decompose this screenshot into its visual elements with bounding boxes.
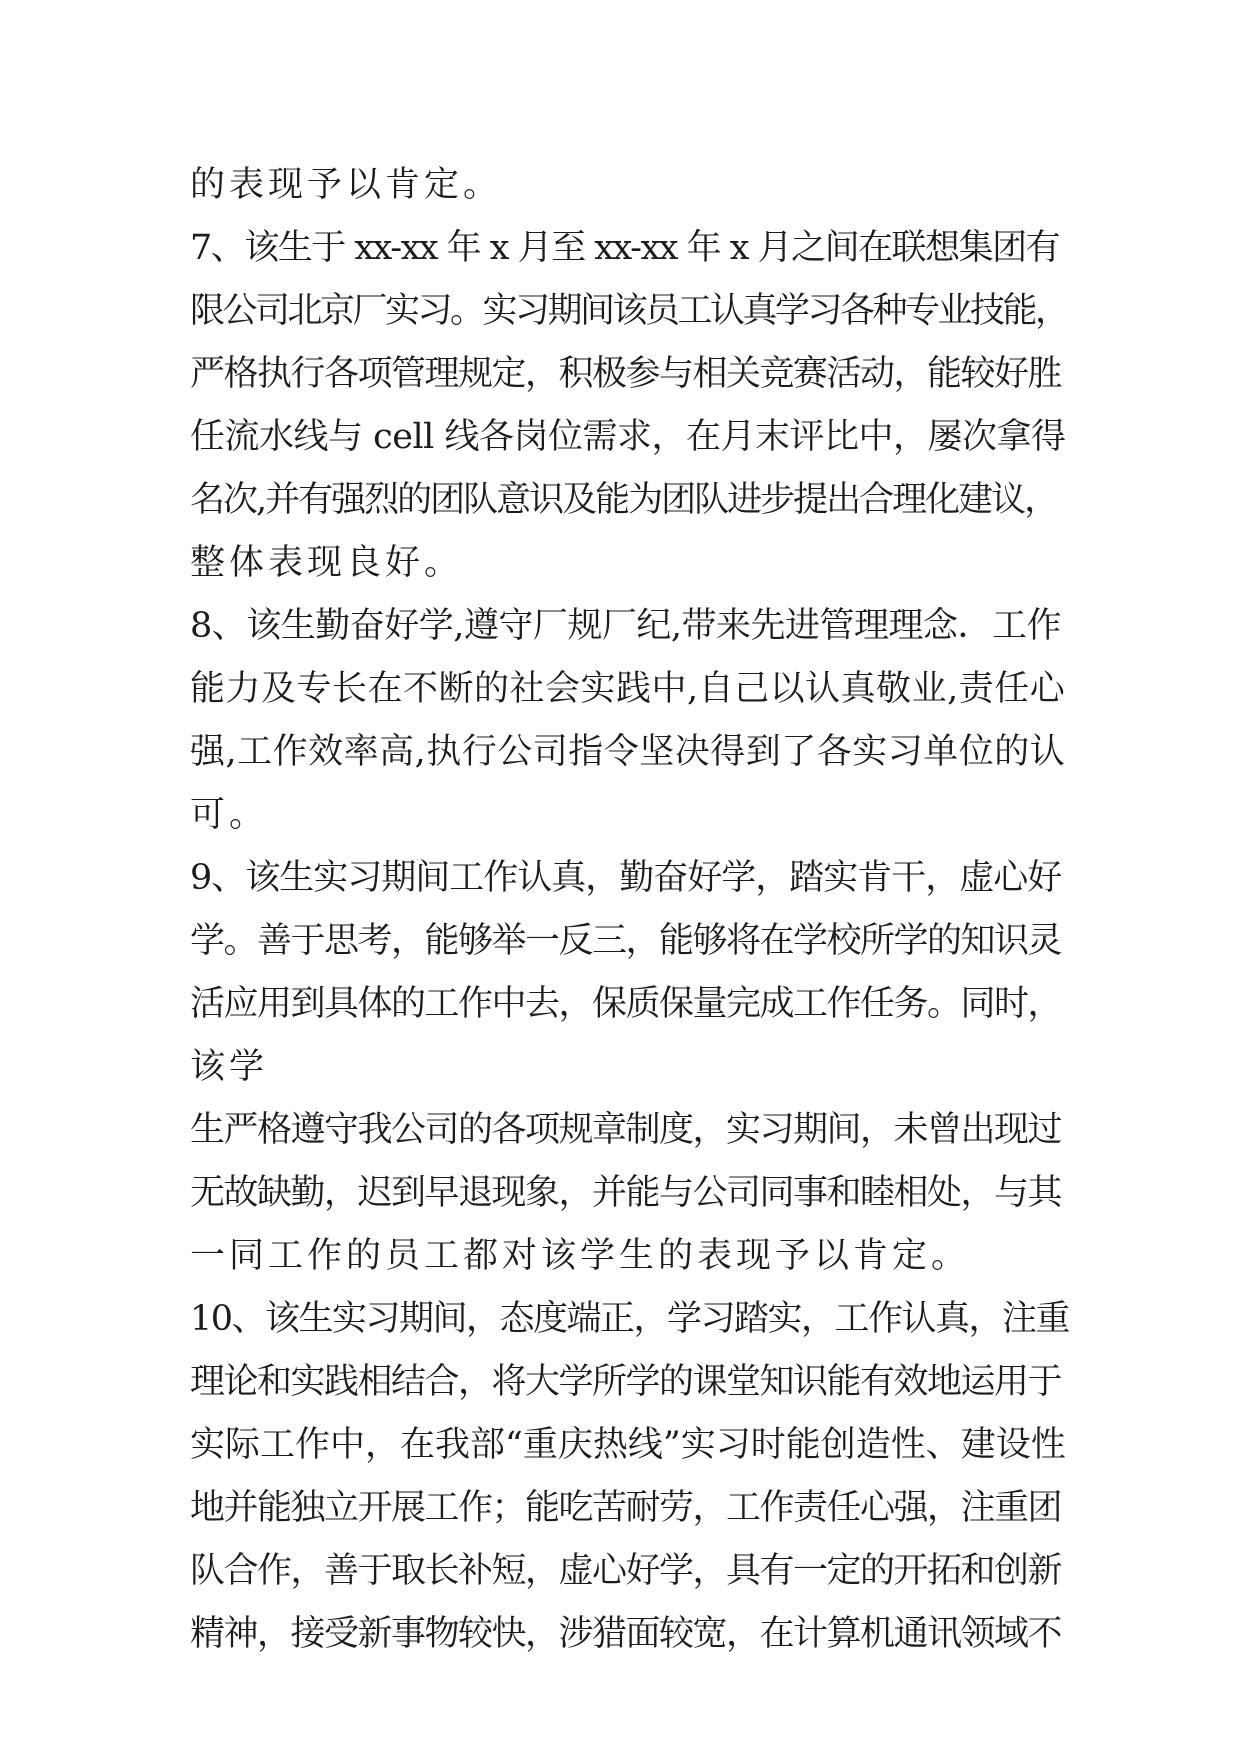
- text-line: 队合作，善于取长补短，虚心好学，具有一定的开拓和创新: [190, 1551, 1062, 1591]
- text-line: 生严格遵守我公司的各项规章制度，实习期间，未曾出现过: [190, 1110, 1062, 1150]
- text-line: 强,工作效率高,执行公司指令坚决得到了各实习单位的认: [190, 732, 1066, 772]
- text-line: 实际工作中，在我部“重庆热线”实习时能创造性、建设性: [190, 1425, 1066, 1465]
- text-line: 9、该生实习期间工作认真，勤奋好学，踏实肯干，虚心好: [190, 858, 1062, 898]
- text-line: 可。: [190, 795, 269, 835]
- text-line: 7、该生于 xx-xx 年 x 月至 xx-xx 年 x 月之间在联想集团有: [190, 228, 1060, 268]
- text-line: 严格执行各项管理规定，积极参与相关竞赛活动，能较好胜: [190, 354, 1062, 394]
- text-line: 地并能独立开展工作；能吃苦耐劳，工作责任心强，注重团: [190, 1488, 1062, 1528]
- text-line: 精神，接受新事物较快，涉猎面较宽，在计算机通讯领域不: [190, 1614, 1062, 1654]
- text-line: 该学: [190, 1047, 269, 1087]
- text-line: 整体表现良好。: [190, 543, 464, 583]
- text-line: 一同工作的员工都对该学生的表现予以肯定。: [190, 1236, 971, 1276]
- text-line: 能力及专长在不断的社会实践中,自己以认真敬业,责任心: [190, 669, 1066, 709]
- text-line: 10、该生实习期间，态度端正，学习踏实，工作认真，注重: [190, 1299, 1070, 1339]
- text-line: 学。善于思考，能够举一反三，能够将在学校所学的知识灵: [190, 921, 1062, 961]
- text-line: 的表现予以肯定。: [190, 165, 503, 205]
- body-text: [190, 154, 1070, 1666]
- text-line: 无故缺勤，迟到早退现象，并能与公司同事和睦相处，与其: [190, 1173, 1062, 1213]
- text-line: 名次,并有强烈的团队意识及能为团队进步提出合理化建议，: [190, 480, 1058, 520]
- text-line: 8、该生勤奋好学,遵守厂规厂纪,带来先进管理理念．工作: [190, 606, 1062, 646]
- text-line: 限公司北京厂实习。实习期间该员工认真学习各种专业技能，: [190, 291, 1068, 331]
- text-line: 任流水线与 cell 线各岗位需求，在月末评比中，屡次拿得: [190, 417, 1066, 457]
- text-line: 理论和实践相结合，将大学所学的课堂知识能有效地运用于: [190, 1362, 1062, 1402]
- text-line: 活应用到具体的工作中去，保质保量完成工作任务。同时，: [190, 984, 1062, 1024]
